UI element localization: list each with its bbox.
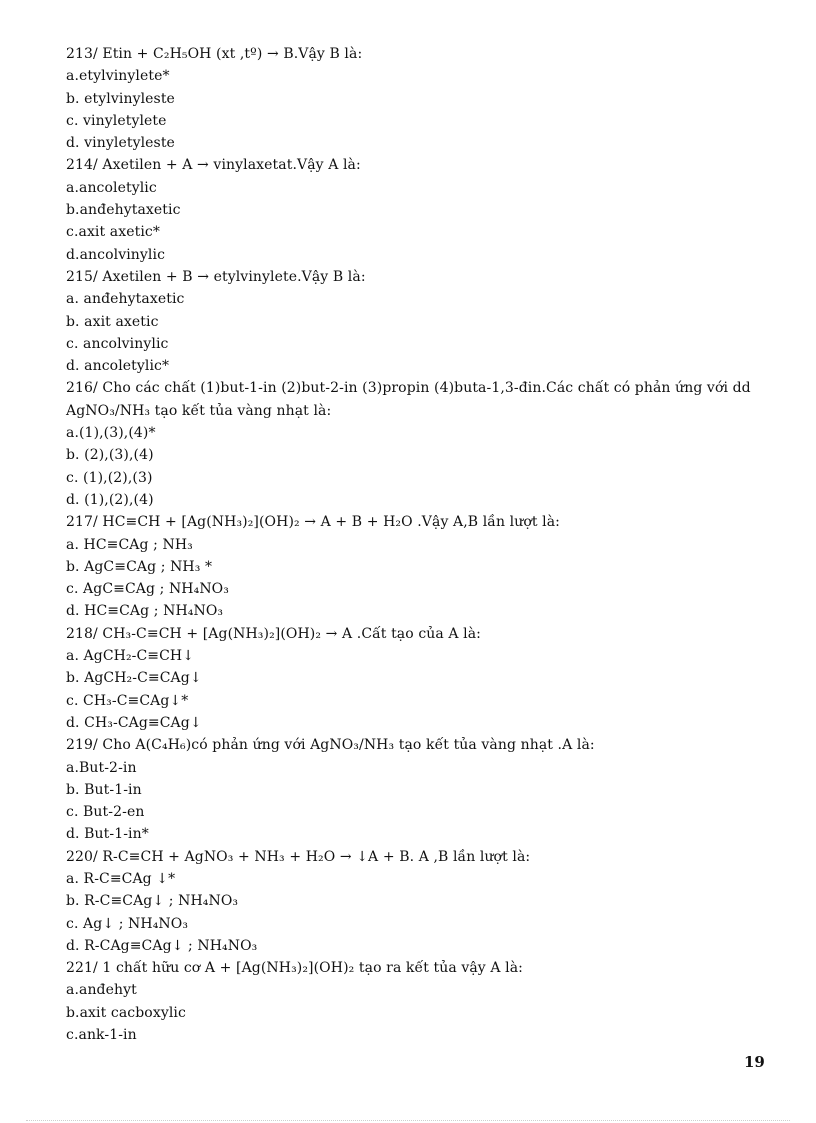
question-218: 218/ CH₃-C≡CH + [Ag(NH₃)₂](OH)₂ → A .Cất tạo của A là: <box>66 625 481 642</box>
answer-option: b. etylvinyleste <box>66 90 175 107</box>
answer-option: d. ancoletylic* <box>66 358 170 375</box>
question-215: 215/ Axetilen + B → etylvinylete.Vậy B là: <box>66 268 366 285</box>
question-214: 214/ Axetilen + A → vinylaxetat.Vậy A là: <box>66 157 361 174</box>
answer-option: c. Ag↓ ; NH₄NO₃ <box>66 915 189 932</box>
page-number: 19 <box>744 1053 765 1071</box>
answer-option: c.axit axetic* <box>66 224 160 241</box>
answer-option: d. R-CAg≡CAg↓ ; NH₄NO₃ <box>66 937 258 954</box>
question-list <box>66 43 766 1046</box>
answer-option: c. CH₃-C≡CAg↓* <box>66 692 189 709</box>
answer-option: c. (1),(2),(3) <box>66 469 153 486</box>
answer-option: a. R-C≡CAg ↓* <box>66 870 176 887</box>
answer-option: a.ancoletylic <box>66 179 157 196</box>
question-216-continued: AgNO₃/NH₃ tạo kết tủa vàng nhạt là: <box>66 402 332 419</box>
answer-option: b. But-1-in <box>66 781 142 798</box>
answer-option: a.(1),(3),(4)* <box>66 425 156 442</box>
answer-option: a. anđehytaxetic <box>66 291 185 308</box>
answer-option: d. (1),(2),(4) <box>66 491 154 508</box>
question-219: 219/ Cho A(C₄H₆)có phản ứng với AgNO₃/NH₃ tạo kết tủa vàng nhạt .A là: <box>66 737 595 754</box>
answer-option: c. AgC≡CAg ; NH₄NO₃ <box>66 581 229 598</box>
answer-option: b. AgCH₂-C≡CAg↓ <box>66 670 202 687</box>
answer-option: b.anđehytaxetic <box>66 202 181 219</box>
answer-option: a. HC≡CAg ; NH₃ <box>66 536 193 553</box>
answer-option: b. (2),(3),(4) <box>66 447 154 464</box>
answer-option: d. CH₃-CAg≡CAg↓ <box>66 714 202 731</box>
answer-option: d. HC≡CAg ; NH₄NO₃ <box>66 603 224 620</box>
answer-option: a.But-2-in <box>66 759 137 776</box>
answer-option: c. vinyletylete <box>66 112 167 129</box>
answer-option: a. AgCH₂-C≡CH↓ <box>66 648 195 665</box>
question-216: 216/ Cho các chất (1)but-1-in (2)but-2-in (3)propin (4)buta-1,3-đin.Các chất có phản ứng với dd <box>66 380 751 397</box>
answer-option: b.axit cacboxylic <box>66 1004 186 1021</box>
answer-option: d. vinyletyleste <box>66 135 175 152</box>
answer-option: c.ank-1-in <box>66 1027 137 1044</box>
question-221: 221/ 1 chất hữu cơ A + [Ag(NH₃)₂](OH)₂ tạo ra kết tủa vậy A là: <box>66 960 523 977</box>
answer-option: d. But-1-in* <box>66 826 149 843</box>
question-220: 220/ R-C≡CH + AgNO₃ + NH₃ + H₂O → ↓A + B. A ,B lần lượt là: <box>66 848 531 865</box>
answer-option: b. axit axetic <box>66 313 159 330</box>
answer-option: c. But-2-en <box>66 804 145 821</box>
answer-option: d.ancolvinylic <box>66 246 166 263</box>
answer-option: b. R-C≡CAg↓ ; NH₄NO₃ <box>66 893 239 910</box>
question-213: 213/ Etin + C₂H₅OH (xt ,tº) → B.Vậy B là: <box>66 46 363 62</box>
answer-option: a.anđehyt <box>66 982 137 999</box>
answer-option: b. AgC≡CAg ; NH₃ * <box>66 558 213 575</box>
question-217: 217/ HC≡CH + [Ag(NH₃)₂](OH)₂ → A + B + H₂O .Vậy A,B lần lượt là: <box>66 514 560 531</box>
answer-option: a.etylvinylete* <box>66 68 170 85</box>
footer-divider <box>26 1120 790 1121</box>
answer-option: c. ancolvinylic <box>66 335 169 352</box>
